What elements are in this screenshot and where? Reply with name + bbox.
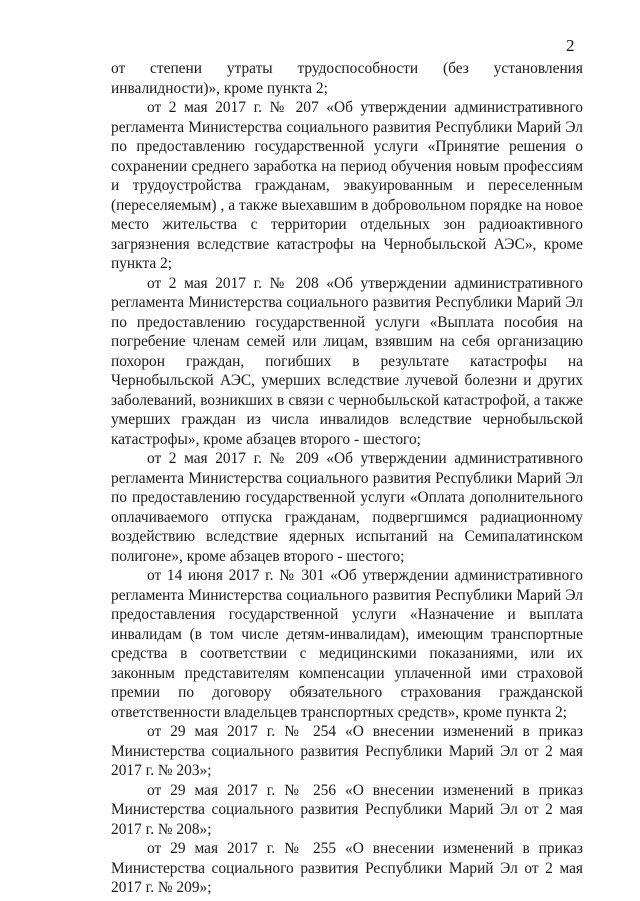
paragraph-order-208: от 2 мая 2017 г. № 208 «Об утверждении административного регламента Министерства социального развития Республики Марий Эл по предоставлению государственной услуги «Выплата пособия на погребение членам семей или лицам, взявшим на себя организацию похорон граждан, погибших в результате катастрофы на Чернобыльской АЭС, умерших вследствие лучевой болезни и других заболеваний, возникших в связи с чернобыльской катастрофой, а также умерших граждан из числа инвалидов вследствие чернобыльской катастрофы», кроме абзацев второго - шестого;: [111, 274, 583, 448]
paragraph-order-209: от 2 мая 2017 г. № 209 «Об утверждении административного регламента Министерства социального развития Республики Марий Эл по предоставлению государственной услуги «Оплата дополнительного оплачиваемого отпуска гражданам, подвергшимся радиационному воздействию вследствие ядерных испытаний на Семипалатинском полигоне», кроме абзацев второго - шестого;: [111, 450, 583, 565]
paragraph-continuation: от степени утраты трудоспособности (без установления инвалидности)», кроме пункта 2;: [111, 60, 583, 97]
page-number: 2: [566, 36, 575, 55]
document-body: [111, 59, 583, 898]
paragraph-order-255: от 29 мая 2017 г. № 255 «О внесении изменений в приказ Министерства социального развития Республики Марий Эл от 2 мая 2017 г. № 209»;: [111, 840, 583, 896]
paragraph-order-254: от 29 мая 2017 г. № 254 «О внесении изменений в приказ Министерства социального развития Республики Марий Эл от 2 мая 2017 г. № 203»;: [111, 723, 583, 779]
paragraph-order-207: от 2 мая 2017 г. № 207 «Об утверждении административного регламента Министерства социального развития Республики Марий Эл по предоставлению государственной услуги «Принятие решения о сохранении среднего заработка на период обучения новым профессиям и трудоустройства гражданам, эвакуированным и переселенным (переселяемым) , а также выехавшим в добровольном порядке на новое место жительства с территории отдельных зон радиоактивного загрязнения вследствие катастрофы на Чернобыльской АЭС», кроме пункта 2;: [111, 99, 583, 272]
paragraph-order-256: от 29 мая 2017 г. № 256 «О внесении изменений в приказ Министерства социального развития Республики Марий Эл от 2 мая 2017 г. № 208»;: [111, 781, 583, 838]
paragraph-order-301: от 14 июня 2017 г. № 301 «Об утверждении административного регламента Министерства социального развития Республики Марий Эл предоставления государственной услуги «Назначение и выплата инвалидам (в том числе детям-инвалидам), имеющим транспортные средства в соответствии с медицинскими показаниями, или их законным представителям компенсации уплаченной ими страховой премии по договору обязательного страхования гражданской ответственности владельцев транспортных средств», кроме пункта 2;: [111, 567, 583, 721]
